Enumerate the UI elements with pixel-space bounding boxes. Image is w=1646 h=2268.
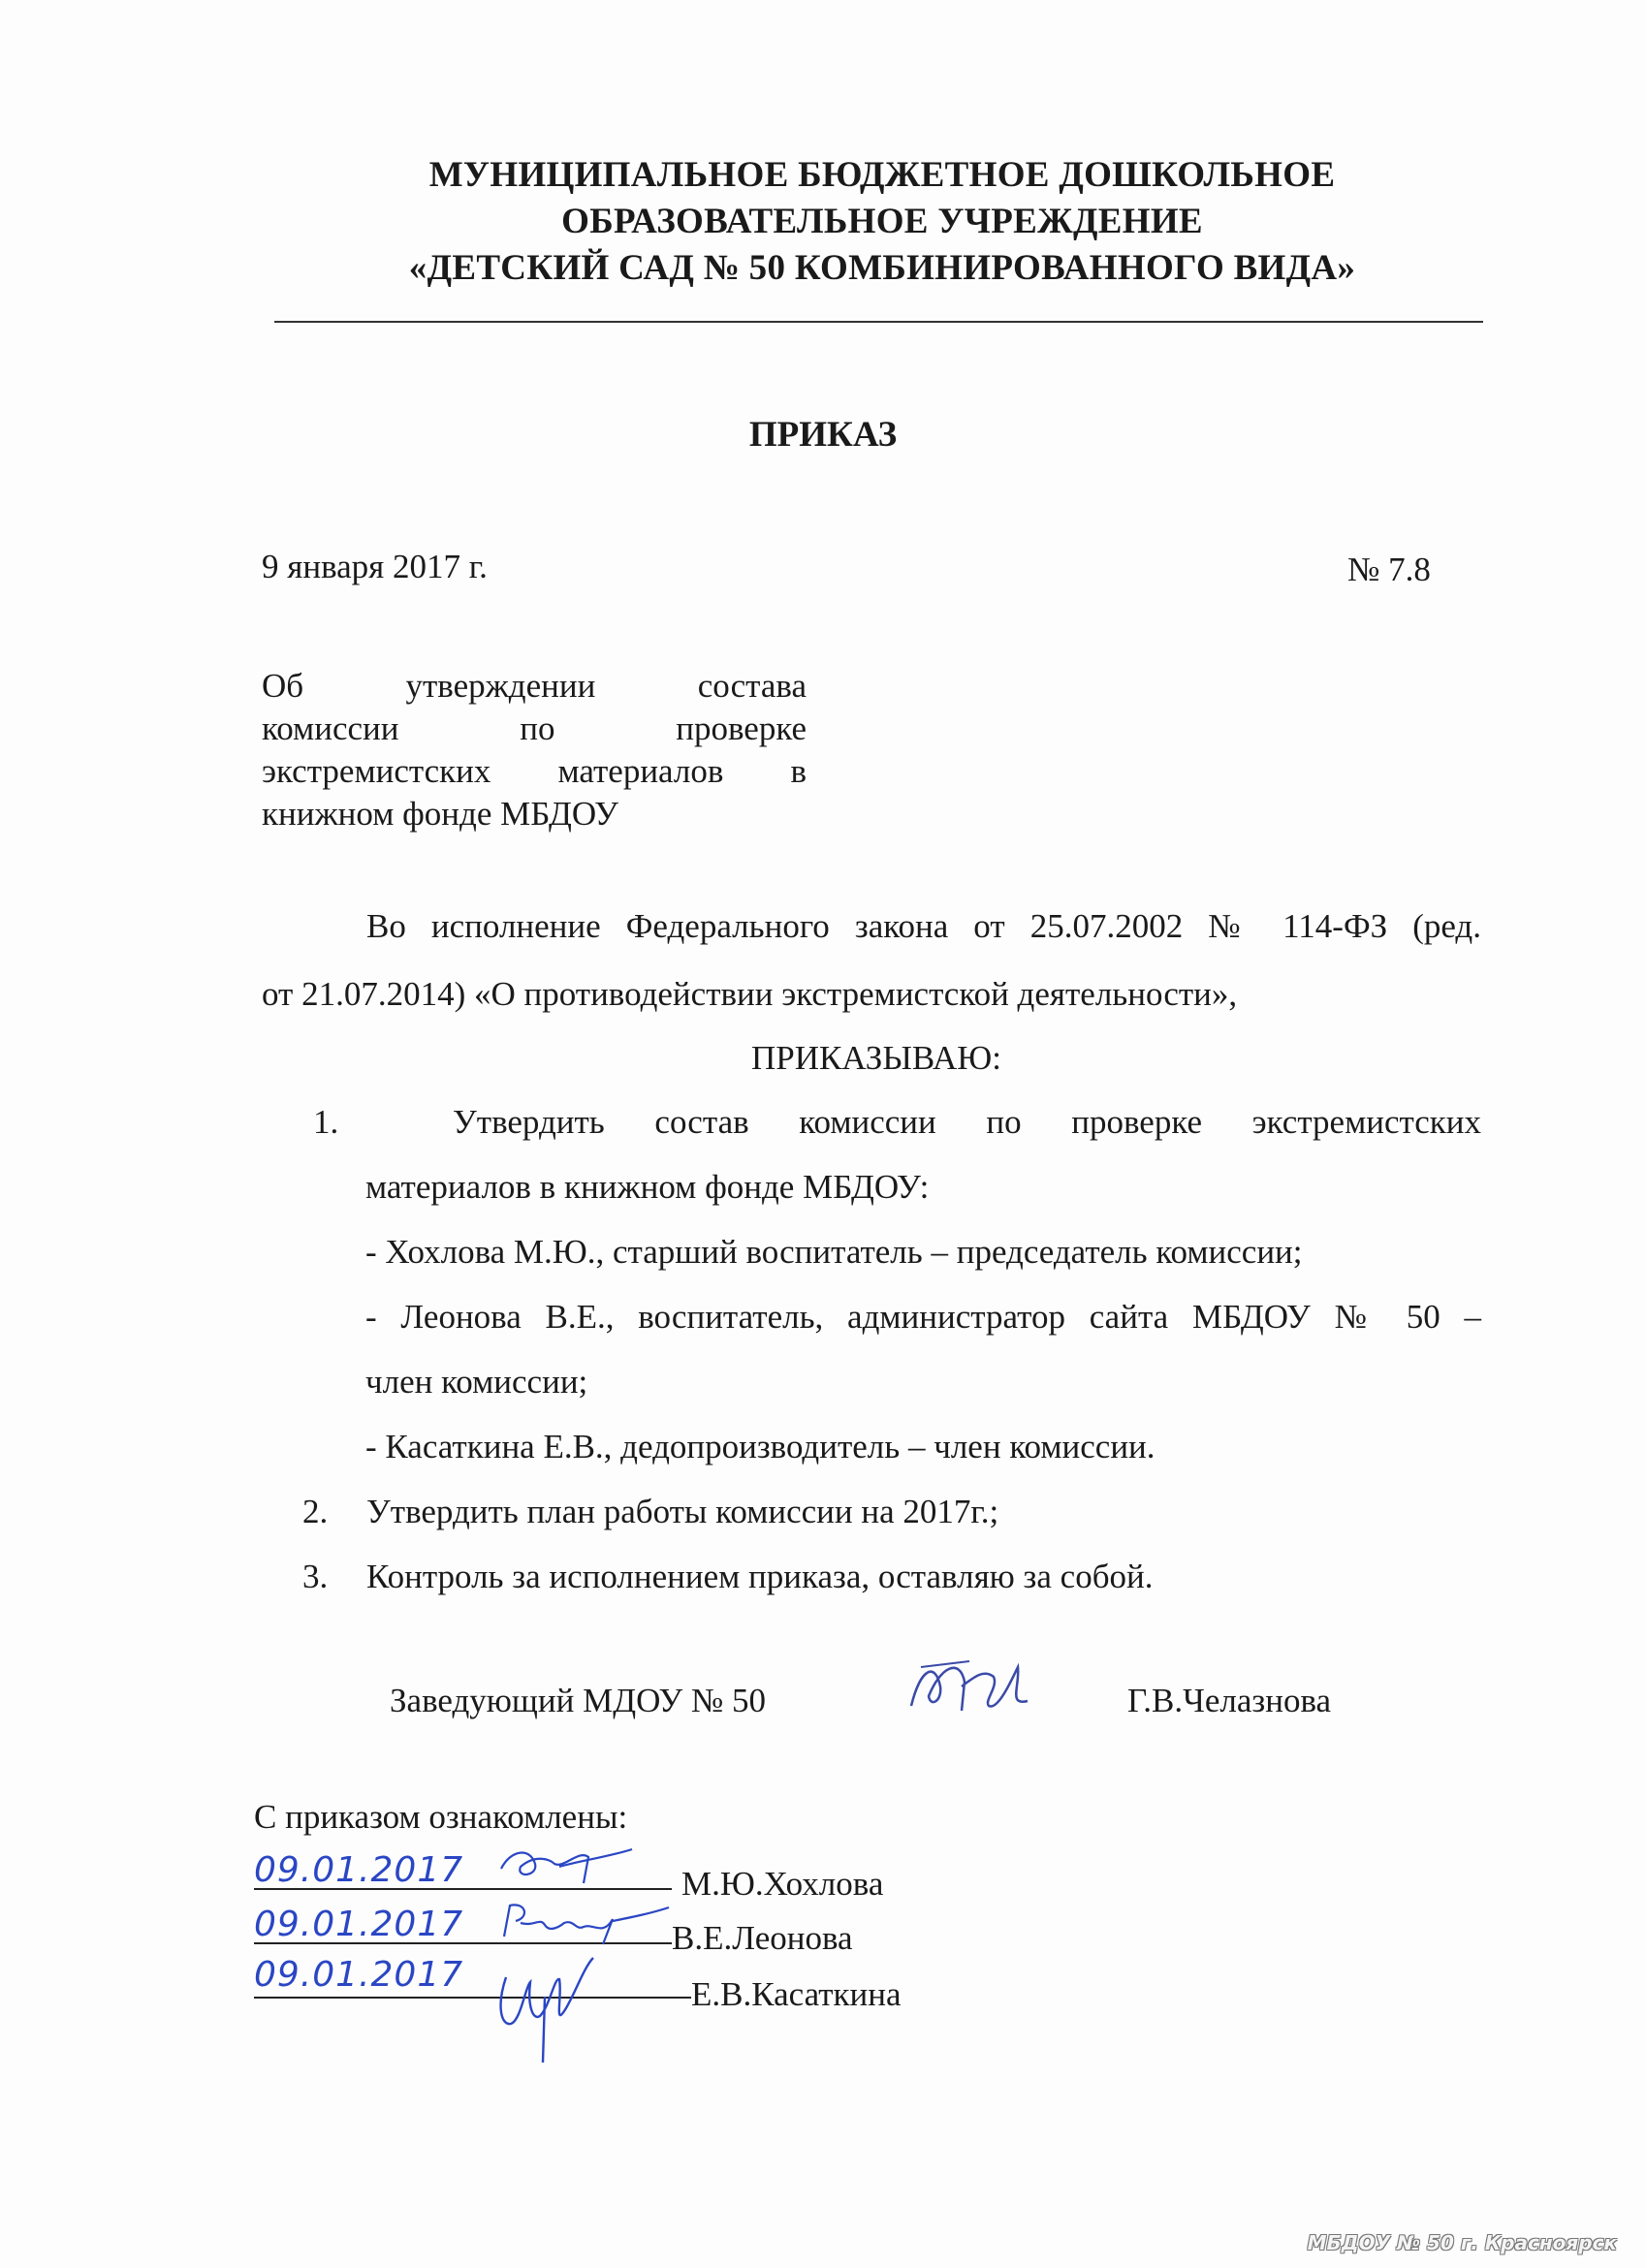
director-signature: [902, 1648, 1047, 1730]
member-2-continued: член комиссии;: [365, 1363, 588, 1401]
order-date: 9 января 2017 г.: [262, 548, 488, 585]
signatory-position: Заведующий МДОУ № 50: [390, 1682, 767, 1719]
header-divider: [274, 321, 1483, 323]
acquainted-date: 09.01.2017: [254, 1850, 464, 1890]
subject-line: экстремистских материалов в: [262, 752, 807, 790]
acquainted-row-1-line: [254, 1851, 672, 1890]
item-1-line-1: Утвердить состав комиссии по проверке экстремистских: [453, 1103, 1481, 1141]
acquainted-signature-1: [491, 1840, 637, 1893]
member-2: - Леонова В.Е., воспитатель, администратор сайта МБДОУ № 50 –: [365, 1298, 1481, 1336]
subject-line: комиссии по проверке: [262, 709, 807, 747]
subject-line: Об утверждении состава: [262, 667, 807, 705]
document-title: ПРИКАЗ: [748, 415, 898, 455]
order-number: № 7.8: [1347, 551, 1431, 588]
header-line-3: «ДЕТСКИЙ САД № 50 КОМБИНИРОВАННОГО ВИДА»: [408, 248, 1356, 288]
member-3: - Касаткина Е.В., дедопроизводитель – член комиссии.: [365, 1428, 1155, 1465]
acquainted-date: 09.01.2017: [254, 1905, 464, 1944]
acquainted-row-3-line: [254, 1955, 691, 1999]
item-3-number: 3.: [302, 1558, 329, 1595]
item-2-number: 2.: [302, 1493, 329, 1530]
item-3-text: Контроль за исполнением приказа, оставляю за собой.: [366, 1558, 1154, 1595]
header-line-2: ОБРАЗОВАТЕЛЬНОЕ УЧРЕЖДЕНИЕ: [561, 202, 1203, 241]
signatory-name: Г.В.Челазнова: [1127, 1682, 1332, 1719]
acquainted-name-2: В.Е.Леонова: [672, 1919, 853, 1957]
header-line-1: МУНИЦИПАЛЬНОЕ БЮДЖЕТНОЕ ДОШКОЛЬНОЕ: [428, 155, 1336, 195]
preamble-line-2: от 21.07.2014) «О противодействии экстремистской деятельности»,: [262, 975, 1238, 1013]
item-2-text: Утвердить план работы комиссии на 2017г.;: [366, 1493, 999, 1530]
subject-line: книжном фонде МБДОУ: [262, 795, 618, 833]
item-1-number: 1.: [313, 1103, 339, 1141]
site-watermark: МБДОУ № 50 г. Красноярск: [1307, 2231, 1617, 2254]
acquainted-name-1: М.Ю.Хохлова: [681, 1865, 884, 1903]
acquainted-heading: С приказом ознакомлены:: [254, 1798, 628, 1836]
preamble-line-1: Во исполнение Федерального закона от 25.07.2002 № 114-ФЗ (ред.: [366, 907, 1481, 945]
order-subject: [262, 665, 807, 835]
acquainted-date: 09.01.2017: [254, 1955, 464, 1995]
acquainted-name-3: Е.В.Касаткина: [691, 1975, 902, 2013]
item-1-line-2: материалов в книжном фонде МБДОУ:: [365, 1168, 930, 1206]
member-1: - Хохлова М.Ю., старший воспитатель – председатель комиссии;: [365, 1233, 1303, 1271]
order-word: ПРИКАЗЫВАЮ:: [751, 1039, 1001, 1077]
acquainted-signature-3: [487, 1938, 613, 2064]
